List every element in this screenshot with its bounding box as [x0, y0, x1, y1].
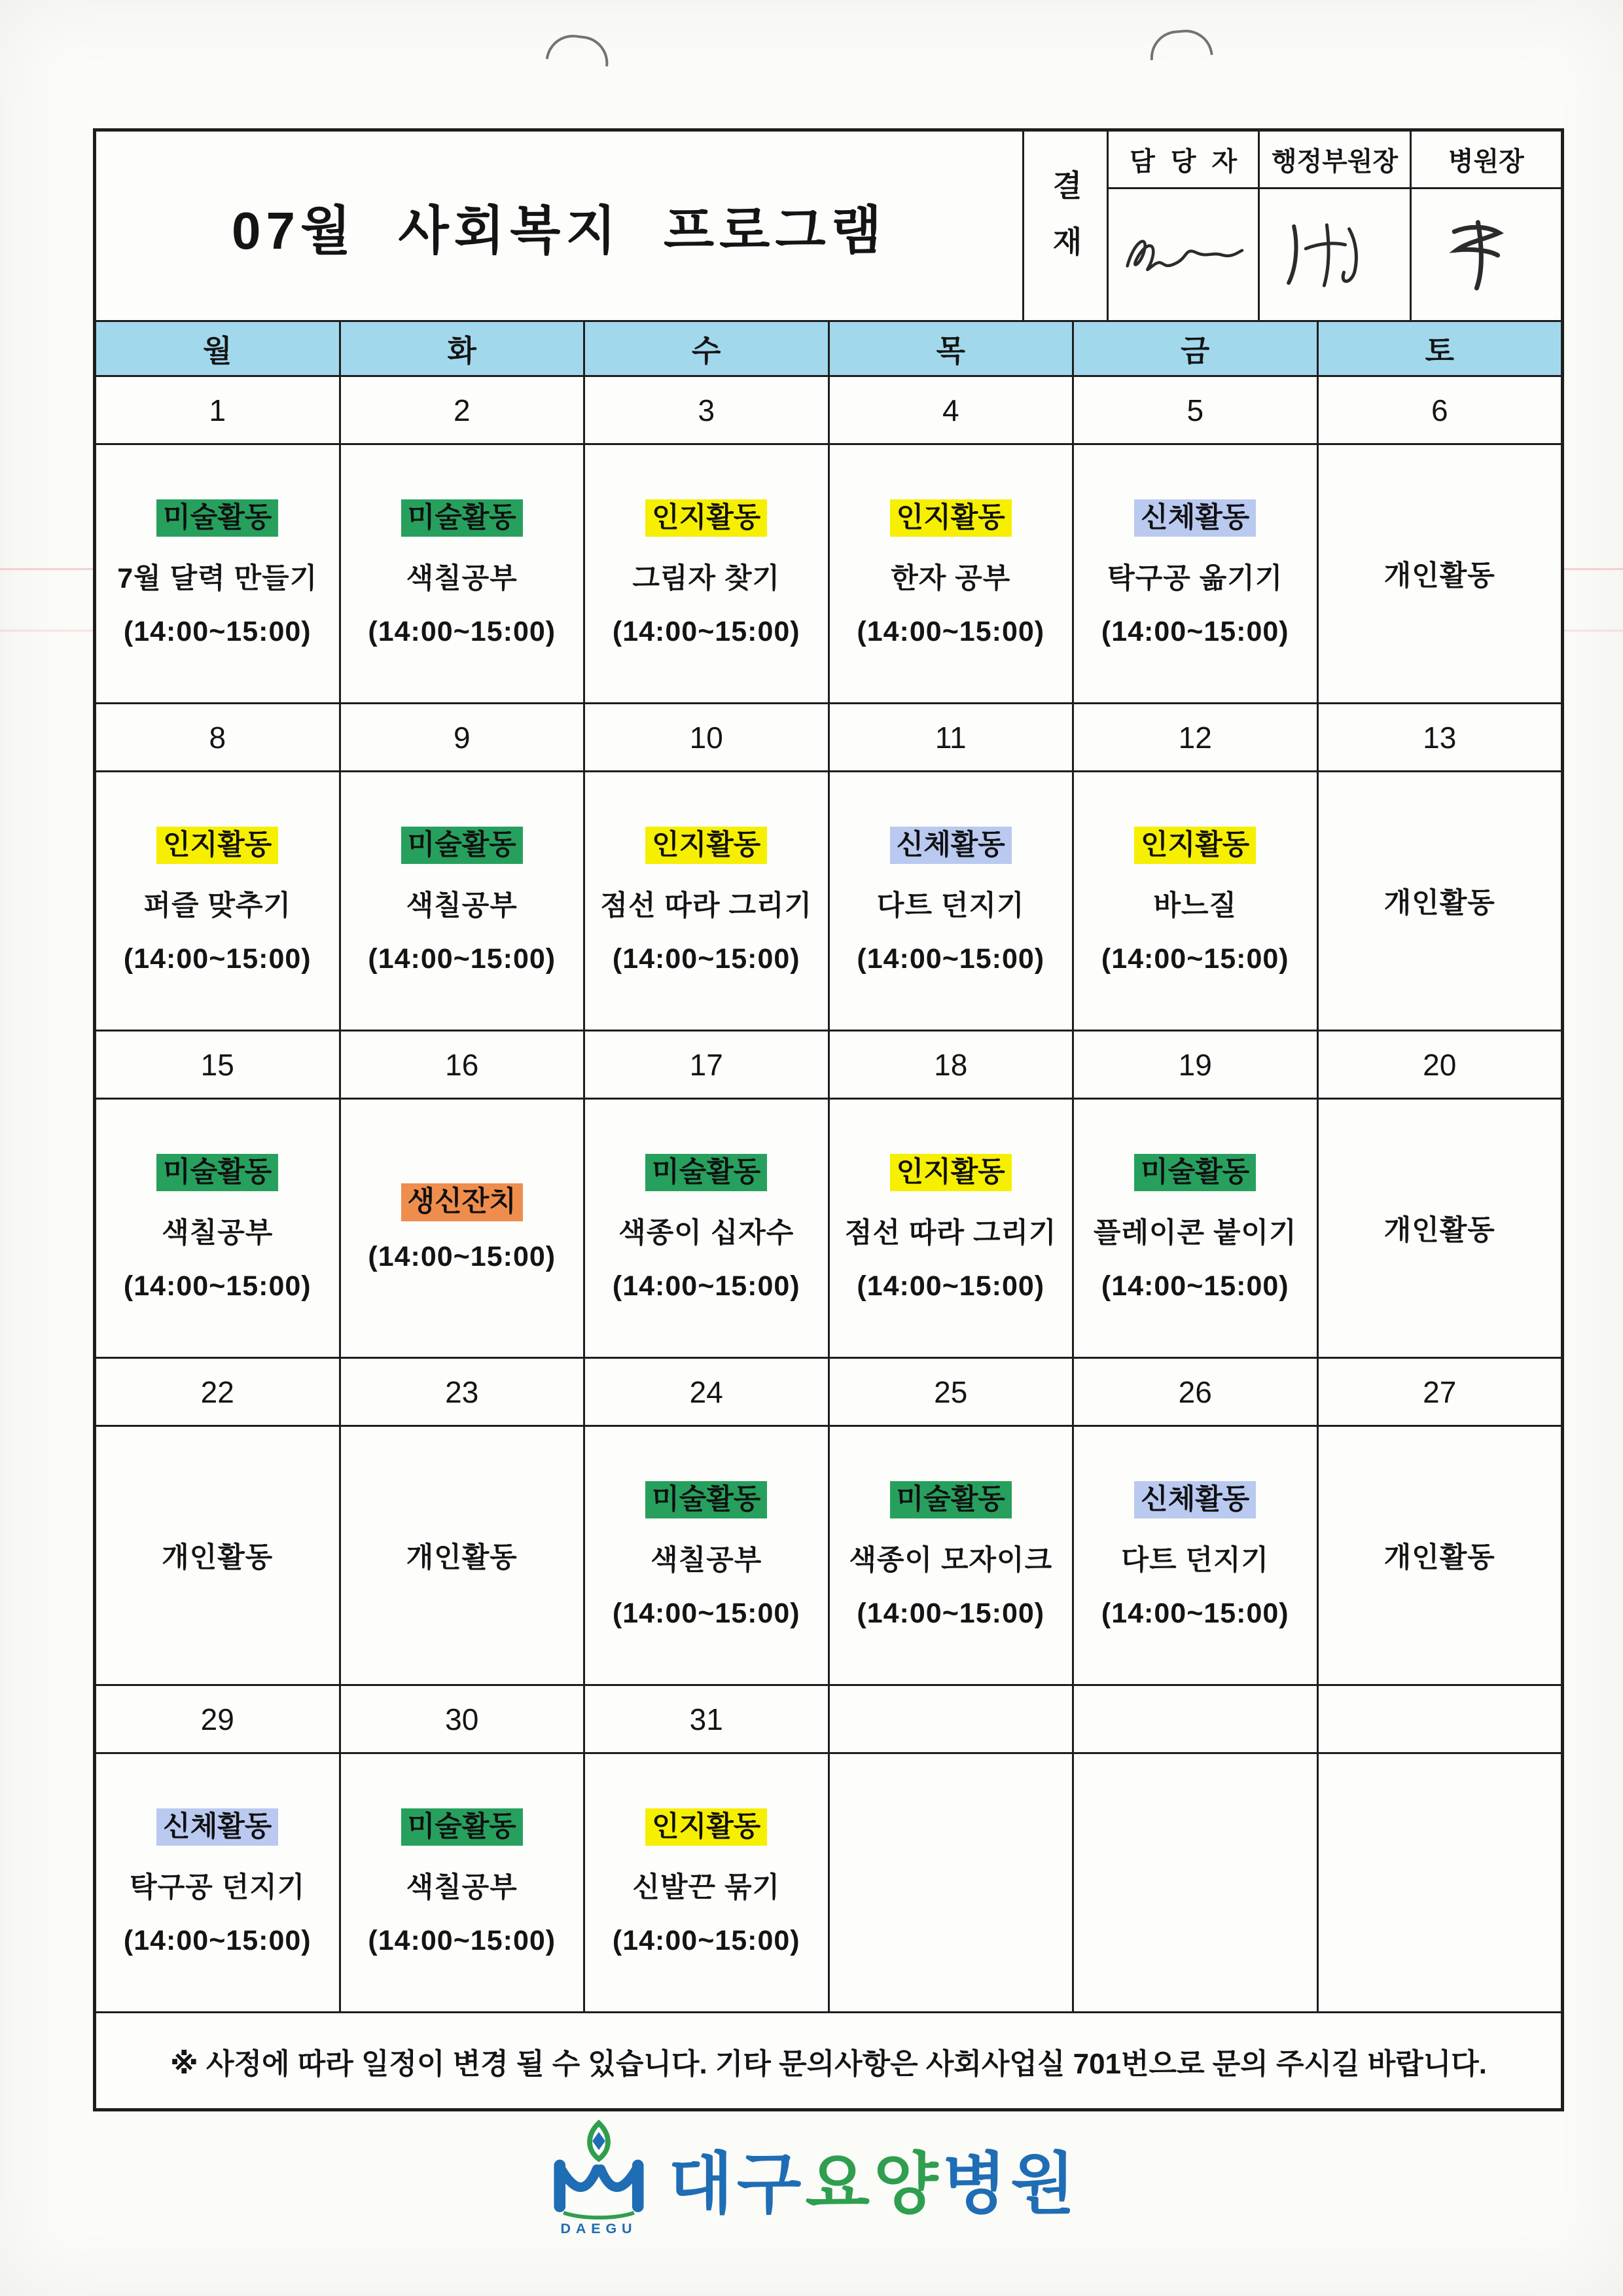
date-cell: 13	[1317, 704, 1561, 770]
category-badge: 미술활동	[645, 1154, 767, 1191]
activity-title: 색종이 십자수	[618, 1217, 794, 1249]
date-cell: 22	[200, 1374, 234, 1409]
category-badge: 인지활동	[645, 1808, 767, 1846]
date-cell: 4	[828, 377, 1073, 443]
signature-cell	[1412, 189, 1561, 320]
day-header-sat: 토	[1317, 322, 1561, 375]
activity-title: 탁구공 던지기	[130, 1872, 306, 1904]
activity-time: (14:00~15:00)	[123, 1925, 312, 1957]
date-cell: 1	[209, 393, 226, 427]
activity-title: 개인활동	[162, 1542, 274, 1573]
activity-row	[96, 443, 1561, 702]
activity-title: 개인활동	[1383, 888, 1495, 919]
binder-mark	[1148, 27, 1213, 60]
category-badge: 미술활동	[645, 1481, 767, 1518]
category-badge: 인지활동	[156, 827, 278, 864]
date-row	[96, 702, 1561, 770]
date-cell: 12	[1072, 704, 1317, 770]
activity-cell	[339, 445, 584, 702]
activity-title: 다트 던지기	[876, 890, 1025, 922]
activity-title: 색칠공부	[162, 1217, 274, 1249]
activity-cell	[96, 772, 339, 1030]
activity-cell-empty	[1317, 1754, 1561, 2011]
activity-title: 색종이 모자이크	[849, 1545, 1053, 1577]
activity-cell	[583, 445, 828, 702]
day-header-thu: 목	[828, 322, 1073, 375]
date-row	[96, 1030, 1561, 1098]
footer-note: ※ 사정에 따라 일정이 변경 될 수 있습니다. 기타 문의사항은 사회사업실 701번으로 문의 주시길 바랍니다.	[170, 2047, 1487, 2080]
day-header-fri: 금	[1072, 322, 1317, 375]
date-cell: 8	[209, 720, 226, 755]
activity-row	[96, 770, 1561, 1030]
date-cell: 2	[339, 377, 584, 443]
activity-cell-empty	[828, 1754, 1073, 2011]
category-badge: 미술활동	[401, 499, 523, 537]
activity-time: (14:00~15:00)	[612, 1598, 800, 1630]
approval-role-header: 담당자	[1109, 132, 1258, 189]
activity-cell	[1317, 772, 1561, 1030]
date-cell: 29	[200, 1702, 234, 1736]
activity-row	[96, 1098, 1561, 1357]
activity-title: 다트 던지기	[1121, 1545, 1270, 1577]
approval-column-director	[1410, 132, 1561, 320]
date-row	[96, 1684, 1561, 1752]
activity-cell	[1317, 1427, 1561, 1684]
activity-title: 7월 달력 만들기	[117, 563, 318, 595]
activity-title: 플레이콘 붙이기	[1093, 1217, 1297, 1249]
activity-title: 퍼즐 맞추기	[143, 890, 292, 922]
activity-cell	[96, 1100, 339, 1357]
date-cell: 5	[1072, 377, 1317, 443]
category-badge: 신체활동	[890, 827, 1012, 864]
activity-time: (14:00~15:00)	[612, 943, 800, 975]
activity-time: (14:00~15:00)	[857, 616, 1045, 648]
approval-column-manager	[1107, 132, 1258, 320]
date-cell: 31	[583, 1686, 828, 1752]
category-badge: 신체활동	[1134, 1481, 1256, 1518]
activity-cell-empty	[1072, 1754, 1317, 2011]
page-title: 07월 사회복지 프로그램	[232, 201, 887, 260]
activity-cell	[828, 772, 1073, 1030]
activity-cell	[583, 1754, 828, 2011]
activity-title: 개인활동	[1383, 560, 1495, 592]
activity-title: 개인활동	[1383, 1215, 1495, 1246]
category-badge: 인지활동	[890, 1154, 1012, 1191]
approval-column-vice-director	[1258, 132, 1409, 320]
date-cell: 17	[583, 1031, 828, 1098]
date-cell: 16	[339, 1031, 584, 1098]
date-cell: 24	[583, 1359, 828, 1425]
binder-mark	[546, 31, 611, 66]
category-badge: 인지활동	[645, 499, 767, 537]
activity-cell	[583, 1100, 828, 1357]
date-cell: 20	[1317, 1031, 1561, 1098]
date-cell: 10	[583, 704, 828, 770]
activity-cell	[1317, 1100, 1561, 1357]
date-cell: 25	[828, 1359, 1073, 1425]
activity-cell	[1317, 445, 1561, 702]
date-row	[96, 375, 1561, 443]
date-cell: 19	[1072, 1031, 1317, 1098]
activity-time: (14:00~15:00)	[857, 943, 1045, 975]
activity-cell	[96, 445, 339, 702]
activity-time: (14:00~15:00)	[1101, 616, 1289, 648]
hospital-logo	[0, 2118, 1623, 2240]
category-badge: 미술활동	[156, 1154, 278, 1191]
date-cell: 6	[1317, 377, 1561, 443]
activity-time: (14:00~15:00)	[1101, 943, 1289, 975]
activity-time: (14:00~15:00)	[368, 943, 556, 975]
day-header-tue: 화	[339, 322, 584, 375]
activity-time: (14:00~15:00)	[123, 943, 312, 975]
activity-title: 바느질	[1153, 890, 1238, 922]
activity-time: (14:00~15:00)	[1101, 1598, 1289, 1630]
category-badge: 신체활동	[156, 1808, 278, 1846]
category-badge: 미술활동	[401, 827, 523, 864]
approval-label: 결재	[1048, 170, 1082, 282]
activity-title: 점선 따라 그리기	[844, 1217, 1057, 1249]
day-header-row	[96, 320, 1561, 375]
activity-title: 색칠공부	[406, 890, 518, 922]
date-cell: 30	[339, 1686, 584, 1752]
activity-cell	[1072, 1100, 1317, 1357]
day-header-wed: 수	[583, 322, 828, 375]
activity-cell	[339, 1427, 584, 1684]
activity-cell	[828, 445, 1073, 702]
signature-cell	[1109, 189, 1258, 320]
activity-title: 점선 따라 그리기	[600, 890, 813, 922]
activity-time: (14:00~15:00)	[1101, 1270, 1289, 1302]
footer-row	[96, 2011, 1561, 2108]
activity-cell	[828, 1100, 1073, 1357]
logo-text-part: 요양	[805, 2147, 942, 2221]
logo-mark-text: DAEGU	[560, 2221, 637, 2237]
date-cell: 26	[1072, 1359, 1317, 1425]
category-badge: 신체활동	[1134, 499, 1256, 537]
activity-cell	[339, 772, 584, 1030]
signature-cell	[1260, 189, 1409, 320]
date-cell: 18	[828, 1031, 1073, 1098]
date-cell: 9	[339, 704, 584, 770]
category-badge: 인지활동	[645, 827, 767, 864]
day-header-mon: 월	[203, 333, 232, 368]
activity-cell	[96, 1754, 339, 2011]
activity-time: (14:00~15:00)	[368, 1240, 556, 1272]
activity-cell	[1072, 1427, 1317, 1684]
activity-title: 그림자 찾기	[632, 563, 781, 595]
category-badge: 인지활동	[1134, 827, 1256, 864]
title-row	[96, 132, 1561, 320]
activity-time: (14:00~15:00)	[123, 616, 312, 648]
calendar-table	[93, 128, 1564, 2111]
activity-time: (14:00~15:00)	[368, 616, 556, 648]
activity-title: 한자 공부	[891, 563, 1011, 595]
activity-time: (14:00~15:00)	[123, 1270, 312, 1302]
activity-title: 색칠공부	[406, 1872, 518, 1904]
activity-title: 색칠공부	[651, 1545, 762, 1577]
activity-row	[96, 1752, 1561, 2011]
activity-cell	[583, 772, 828, 1030]
date-cell: 11	[828, 704, 1073, 770]
approval-role-header: 병원장	[1412, 132, 1561, 189]
activity-time: (14:00~15:00)	[857, 1270, 1045, 1302]
category-badge: 미술활동	[401, 1808, 523, 1846]
activity-time: (14:00~15:00)	[612, 1270, 800, 1302]
activity-cell	[828, 1427, 1073, 1684]
category-badge: 인지활동	[890, 499, 1012, 537]
activity-row	[96, 1425, 1561, 1684]
signature-scribble	[1118, 201, 1249, 308]
date-cell	[828, 1686, 1073, 1752]
logo-text-part: 병원	[942, 2147, 1079, 2221]
category-badge: 미술활동	[156, 499, 278, 537]
approval-box	[1022, 132, 1561, 320]
logo-mark	[544, 2118, 654, 2240]
category-badge: 생신잔치	[401, 1183, 523, 1221]
activity-title: 탁구공 옮기기	[1107, 563, 1283, 595]
activity-cell	[339, 1754, 584, 2011]
activity-cell	[1072, 445, 1317, 702]
activity-time: (14:00~15:00)	[368, 1925, 556, 1957]
date-cell	[1317, 1686, 1561, 1752]
date-cell	[1072, 1686, 1317, 1752]
date-row	[96, 1357, 1561, 1425]
activity-cell	[583, 1427, 828, 1684]
date-cell: 15	[200, 1047, 234, 1082]
approval-role-header: 행정부원장	[1260, 132, 1409, 189]
activity-cell	[96, 1427, 339, 1684]
date-cell: 23	[339, 1359, 584, 1425]
activity-title: 신발끈 묶기	[632, 1872, 781, 1904]
logo-text	[668, 2131, 1079, 2227]
activity-cell	[339, 1100, 584, 1357]
category-badge: 미술활동	[1134, 1154, 1256, 1191]
activity-cell	[1072, 772, 1317, 1030]
activity-time: (14:00~15:00)	[612, 1925, 800, 1957]
date-cell: 27	[1317, 1359, 1561, 1425]
activity-title: 개인활동	[1383, 1542, 1495, 1573]
logo-text-part: 대구	[668, 2147, 806, 2221]
activity-time: (14:00~15:00)	[612, 616, 800, 648]
activity-time: (14:00~15:00)	[857, 1598, 1045, 1630]
activity-title: 색칠공부	[406, 563, 518, 595]
signature-scribble	[1269, 201, 1400, 308]
category-badge: 미술활동	[890, 1481, 1012, 1518]
activity-title: 개인활동	[406, 1542, 518, 1573]
signature-scribble	[1420, 201, 1552, 308]
date-cell: 3	[583, 377, 828, 443]
